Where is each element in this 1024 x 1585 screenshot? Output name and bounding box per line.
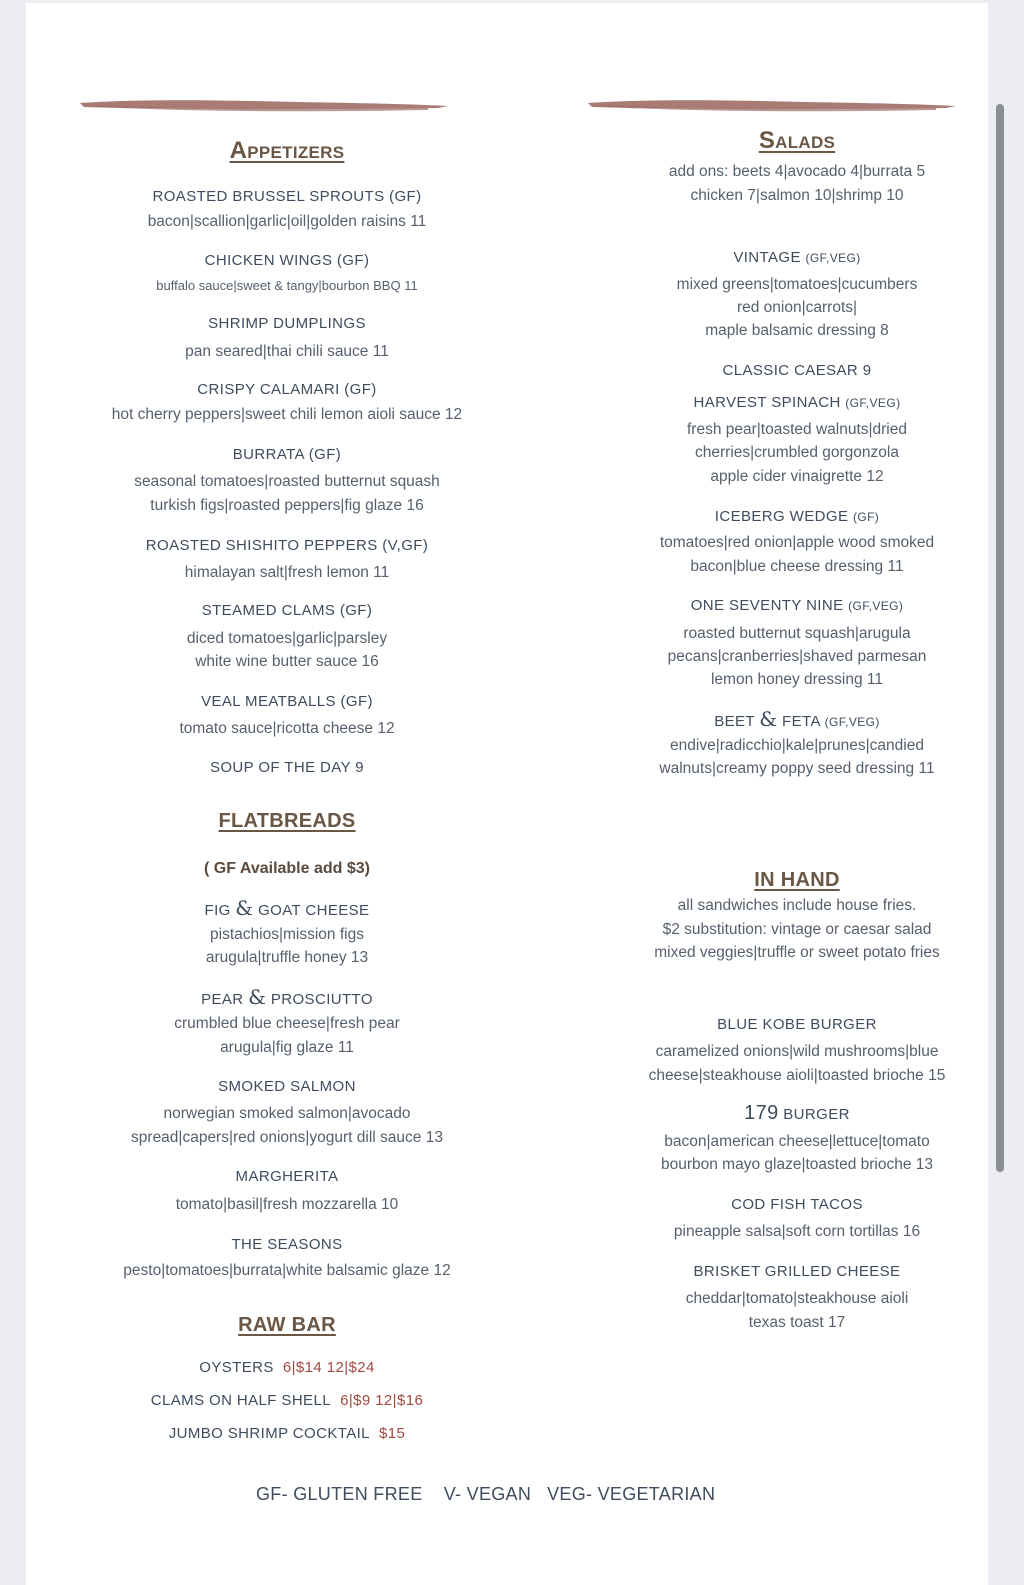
menu-item-desc: pistachios|mission figs (210, 926, 364, 943)
menu-item-desc: mixed greens|tomatoes|cucumbers (676, 276, 918, 293)
menu-item-name: VINTAGE (GF,VEG) (733, 249, 861, 266)
menu-item-name: MARGHERITA (235, 1168, 339, 1185)
menu-item-name: SMOKED SALMON (218, 1078, 356, 1095)
salads-title: Salads (758, 127, 836, 154)
menu-item-desc: bacon|blue cheese dressing 11 (690, 558, 904, 575)
menu-item-name: SOUP OF THE DAY 9 (209, 759, 365, 776)
menu-item-desc: cheese|steakhouse aioli|toasted brioche 15 (648, 1067, 946, 1084)
price: $15 (379, 1425, 406, 1442)
price: 6|$9 12|$16 (340, 1392, 424, 1409)
menu-item-desc: cheddar|tomato|steakhouse aioli (685, 1290, 909, 1307)
menu-item-desc: norwegian smoked salmon|avocado (163, 1105, 411, 1122)
legend-v: V- VEGAN (443, 1484, 532, 1504)
left-column (76, 3, 498, 1473)
flatbreads-title: FLATBREADS (218, 810, 356, 832)
menu-item-name: BURRATA (GF) (232, 446, 342, 463)
menu-item-desc: crumbled blue cheese|fresh pear (174, 1015, 400, 1032)
legend-veg: VEG- VEGETARIAN (547, 1484, 716, 1504)
menu-item-desc: arugula|fig glaze 11 (220, 1039, 354, 1056)
menu-item-desc: endive|radicchio|kale|prunes|candied (670, 737, 924, 754)
menu-item-name: ONE SEVENTY NINE (GF,VEG) (690, 597, 904, 614)
raw-bar-item: JUMBO SHRIMP COCKTAIL $15 (168, 1425, 406, 1442)
menu-item-name: CHICKEN WINGS (GF) (204, 252, 370, 269)
menu-item-desc: tomato|basil|fresh mozzarella 10 (175, 1196, 399, 1213)
menu-item-name: FIG & GOAT CHEESE (204, 896, 370, 920)
menu-item-name: ROASTED SHISHITO PEPPERS (V,GF) (145, 537, 429, 554)
menu-item-desc: lemon honey dressing 11 (710, 671, 884, 688)
menu-item-name: 179 BURGER (744, 1102, 850, 1124)
in-hand-title: IN HAND (754, 869, 840, 891)
menu-item-desc: roasted butternut squash|arugula (683, 625, 911, 642)
menu-item-name: CRISPY CALAMARI (GF) (197, 381, 377, 398)
menu-item-desc: seasonal tomatoes|roasted butternut squash (134, 473, 440, 490)
menu-item-name: SHRIMP DUMPLINGS (208, 315, 366, 332)
menu-item-desc: maple balsamic dressing 8 (705, 322, 889, 339)
menu-item-desc: texas toast 17 (748, 1314, 846, 1331)
menu-item-name: VEAL MEATBALLS (GF) (201, 693, 373, 710)
menu-item-desc: pan seared|thai chili sauce 11 (185, 343, 389, 360)
menu-item-name: ROASTED BRUSSEL SPROUTS (GF) (152, 188, 422, 205)
menu-page (26, 3, 988, 1585)
menu-item-desc: cherries|crumbled gorgonzola (695, 444, 899, 461)
salads-addons: chicken 7|salmon 10|shrimp 10 (690, 187, 904, 204)
raw-bar-item: CLAMS ON HALF SHELL 6|$9 12|$16 (150, 1392, 424, 1409)
menu-item-desc: hot cherry peppers|sweet chili lemon aioli sauce 12 (111, 406, 463, 423)
menu-item-desc: caramelized onions|wild mushrooms|blue (655, 1043, 939, 1060)
menu-item-desc: red onion|carrots| (736, 299, 858, 316)
menu-item-desc: buffalo sauce|sweet & tangy|bourbon BBQ 11 (156, 278, 418, 293)
legend-gf: GF- GLUTEN FREE (256, 1484, 423, 1504)
menu-item-name: THE SEASONS (231, 1236, 343, 1253)
menu-item-name: STEAMED CLAMS (GF) (201, 602, 373, 619)
menu-item-desc: walnuts|creamy poppy seed dressing 11 (659, 760, 935, 777)
flatbreads-note: ( GF Available add $3) (204, 860, 370, 877)
in-hand-note: mixed veggies|truffle or sweet potato fries (654, 944, 940, 961)
menu-item-desc: turkish figs|roasted peppers|fig glaze 16 (150, 497, 424, 514)
menu-item-desc: bacon|american cheese|lettuce|tomato (664, 1133, 930, 1150)
menu-item-name: HARVEST SPINACH (GF,VEG) (693, 394, 901, 411)
menu-item-name: COD FISH TACOS (731, 1196, 863, 1213)
menu-item-desc: diced tomatoes|garlic|parsley (186, 630, 388, 647)
menu-item-name: ICEBERG WEDGE (GF) (714, 508, 880, 525)
menu-item-desc: tomato sauce|ricotta cheese 12 (179, 720, 395, 737)
scrollbar[interactable] (996, 104, 1004, 1172)
menu-item-desc: himalayan salt|fresh lemon 11 (184, 564, 390, 581)
menu-item-name: BEET & FETA (GF,VEG) (714, 707, 880, 731)
menu-item-desc: white wine butter sauce 16 (195, 653, 379, 670)
menu-item-desc: pecans|cranberries|shaved parmesan (667, 648, 927, 665)
right-column (618, 3, 976, 1473)
menu-item-desc: spread|capers|red onions|yogurt dill sauce 13 (131, 1129, 443, 1146)
menu-item-desc: apple cider vinaigrette 12 (710, 468, 884, 485)
menu-item-desc: fresh pear|toasted walnuts|dried (686, 421, 907, 438)
menu-item-desc: bacon|scallion|garlic|oil|golden raisins 11 (147, 213, 427, 230)
dietary-legend (256, 1484, 715, 1505)
raw-bar-item: OYSTERS 6|$14 12|$24 (199, 1359, 375, 1376)
menu-item-desc: pesto|tomatoes|burrata|white balsamic glaze 12 (123, 1262, 451, 1279)
menu-item-name: CLASSIC CAESAR 9 (722, 362, 872, 379)
raw-bar-title: RAW BAR (238, 1314, 336, 1336)
price: 6|$14 12|$24 (282, 1359, 375, 1376)
menu-item-name: BLUE KOBE BURGER (717, 1016, 877, 1033)
menu-item-desc: bourbon mayo glaze|toasted brioche 13 (660, 1156, 933, 1173)
menu-item-desc: arugula|truffle honey 13 (205, 949, 369, 966)
menu-item-name: BRISKET GRILLED CHEESE (693, 1263, 901, 1280)
menu-item-desc: tomatoes|red onion|apple wood smoked (659, 534, 935, 551)
appetizers-title: Appetizers (229, 137, 345, 164)
salads-addons: add ons: beets 4|avocado 4|burrata 5 (668, 163, 926, 180)
menu-item-desc: pineapple salsa|soft corn tortillas 16 (673, 1223, 921, 1240)
in-hand-note: all sandwiches include house fries. (677, 897, 917, 914)
in-hand-note: $2 substitution: vintage or caesar salad (662, 921, 932, 938)
menu-item-name: PEAR & PROSCIUTTO (201, 985, 373, 1009)
